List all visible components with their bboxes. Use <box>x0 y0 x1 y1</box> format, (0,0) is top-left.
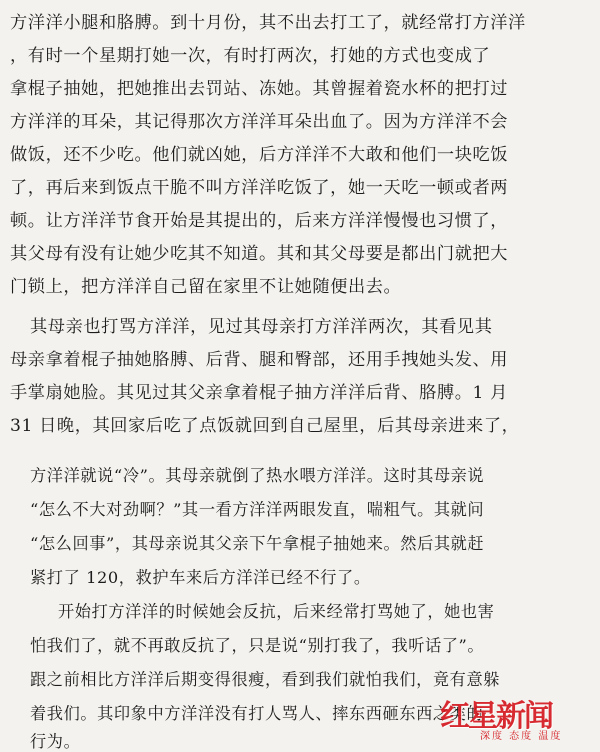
watermark-slogan: 深度 态度 温度 <box>480 731 563 742</box>
text-line: 方洋洋就说“冷”。其母亲就倒了热水喂方洋洋。这时其母亲说 <box>30 466 485 485</box>
red-star-news-logo: 红星新闻 <box>440 699 552 734</box>
text-line: 怕我们了，就不再敢反抗了，只是说“别打我了，我听话了”。 <box>30 636 485 655</box>
text-line: 31 日晚，其回家后吃了点饭就回到自己屋里，后其母亲进来了， <box>10 416 520 436</box>
text-line: “怎么回事”，其母亲说其父亲下午拿棍子抽她来。然后其就赶 <box>30 534 485 553</box>
text-line: 开始打方洋洋的时候她会反抗，后来经常打骂她了，她也害 <box>58 602 495 621</box>
text-line: ，有时一个星期打她一次，有时打两次，打她的方式也变成了 <box>10 46 491 66</box>
text-line: 母亲拿着棍子抽她胳膊、后背、腿和臀部，还用手拽她头发、用 <box>10 350 509 370</box>
text-line: 顿。让方洋洋节食开始是其提出的，后来方洋洋慢慢也习惯了， <box>10 211 509 231</box>
text-line: 其父母有没有让她少吃其不知道。其和其父母要是都出门就把大 <box>10 244 509 264</box>
text-line: 行为。 <box>30 732 81 751</box>
text-line: 紧打了 120，救护车来后方洋洋已经不行了。 <box>30 568 371 587</box>
watermark-logo <box>440 691 590 743</box>
text-line: 着我们。其印象中方洋洋没有打人骂人、摔东西砸东西之类的 <box>30 704 484 723</box>
text-line: 手掌扇她脸。其见过其父亲拿着棍子抽方洋洋后背、胳膊。1 月 <box>10 383 508 403</box>
text-line: 方洋洋小腿和胳膊。到十月份，其不出去打工了，就经常打方洋洋 <box>10 13 526 33</box>
text-line: 了，再后来到饭点干脆不叫方洋洋吃饭了，她一天吃一顿或者两 <box>10 178 509 198</box>
text-line: 门锁上，把方洋洋自己留在家里不让她随便出去。 <box>10 277 402 297</box>
text-line: 其母亲也打骂方洋洋，见过其母亲打方洋洋两次，其看见其 <box>30 317 493 337</box>
text-line: 拿棍子抽她，把她推出去罚站、冻她。其曾握着瓷水杯的把打过 <box>10 79 509 99</box>
text-line: 做饭，还不少吃。他们就凶她，后方洋洋不大敢和他们一块吃饭 <box>10 145 509 165</box>
text-line: 跟之前相比方洋洋后期变得很瘦，看到我们就怕我们，竟有意躲 <box>30 670 501 689</box>
text-line: 方洋洋的耳朵，其记得那次方洋洋耳朵出血了。因为方洋洋不会 <box>10 112 509 132</box>
text-line: “怎么不大对劲啊？”其一看方洋洋两眼发直，喘粗气。其就问 <box>30 500 485 519</box>
